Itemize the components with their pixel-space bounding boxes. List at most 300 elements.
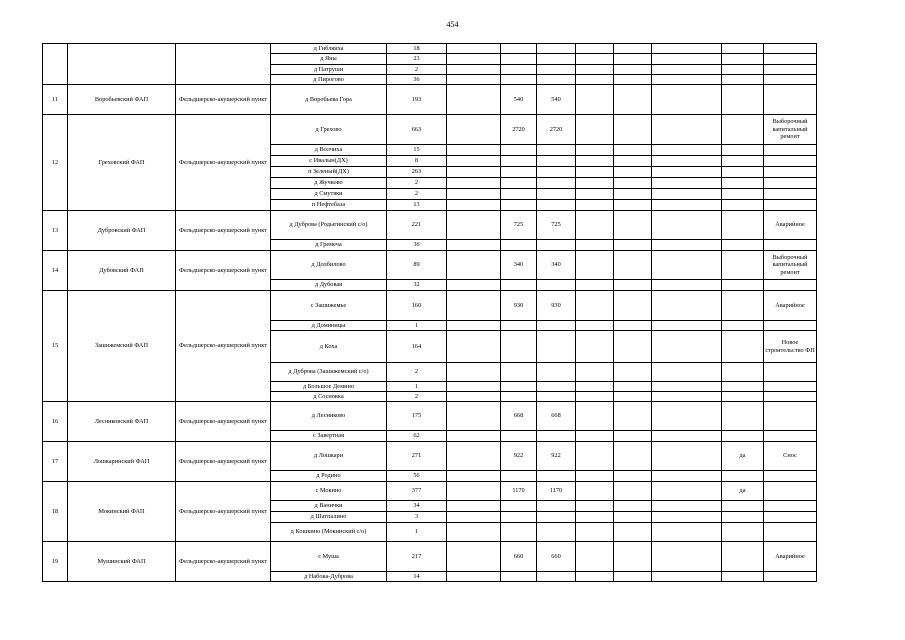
empty-cell bbox=[447, 572, 501, 582]
empty-cell bbox=[652, 65, 722, 75]
row-number: 14 bbox=[43, 251, 68, 291]
table-row bbox=[43, 291, 819, 321]
empty-cell bbox=[576, 331, 614, 363]
flag-cell: да bbox=[722, 442, 764, 471]
flag-cell bbox=[722, 512, 764, 523]
value-cell: 660 bbox=[501, 542, 537, 572]
value-cell: 668 bbox=[501, 402, 537, 431]
flag-cell bbox=[722, 471, 764, 482]
row-number: 15 bbox=[43, 291, 68, 402]
population: 56 bbox=[387, 471, 447, 482]
empty-cell bbox=[447, 200, 501, 211]
population: 89 bbox=[387, 251, 447, 280]
empty-cell bbox=[614, 178, 652, 189]
value-cell bbox=[537, 240, 576, 251]
row-number: 18 bbox=[43, 482, 68, 542]
value-cell bbox=[537, 471, 576, 482]
value-cell: 930 bbox=[501, 291, 537, 321]
facility-type: Фельдшерско-акушерский пункт bbox=[176, 402, 271, 442]
settlement-name: д Лесниково bbox=[271, 402, 387, 431]
facility-name: Дубовский ФАП bbox=[68, 251, 176, 291]
population: 62 bbox=[387, 431, 447, 442]
empty-cell bbox=[652, 501, 722, 512]
value-cell bbox=[501, 240, 537, 251]
population: 1 bbox=[387, 523, 447, 542]
empty-cell bbox=[652, 442, 722, 471]
value-cell bbox=[501, 523, 537, 542]
settlement-name: д Доминицы bbox=[271, 321, 387, 331]
table-body bbox=[43, 44, 819, 582]
empty-cell bbox=[576, 75, 614, 85]
empty-cell bbox=[652, 156, 722, 167]
settlement-name: д Кошкино (Мокинский с/о) bbox=[271, 523, 387, 542]
empty-cell bbox=[614, 291, 652, 321]
population: 15 bbox=[387, 145, 447, 156]
flag-cell bbox=[722, 200, 764, 211]
note-cell bbox=[764, 167, 817, 178]
flag-cell bbox=[722, 291, 764, 321]
flag-cell bbox=[722, 431, 764, 442]
empty-cell bbox=[614, 512, 652, 523]
facility-type: Фельдшерско-акушерский пункт bbox=[176, 211, 271, 251]
empty-cell bbox=[652, 471, 722, 482]
empty-cell bbox=[447, 523, 501, 542]
empty-cell bbox=[576, 471, 614, 482]
empty-cell bbox=[447, 363, 501, 382]
flag-cell bbox=[722, 178, 764, 189]
value-cell bbox=[537, 156, 576, 167]
value-cell bbox=[537, 501, 576, 512]
empty-cell bbox=[447, 512, 501, 523]
empty-cell bbox=[447, 65, 501, 75]
empty-cell bbox=[614, 431, 652, 442]
empty-cell bbox=[652, 431, 722, 442]
table-row bbox=[43, 85, 819, 115]
empty-cell bbox=[614, 363, 652, 382]
value-cell: 2720 bbox=[537, 115, 576, 145]
value-cell bbox=[537, 75, 576, 85]
facility-name: Зашижемский ФАП bbox=[68, 291, 176, 402]
note-cell bbox=[764, 178, 817, 189]
empty-cell bbox=[576, 44, 614, 54]
flag-cell bbox=[722, 572, 764, 582]
settlement-name: д Дуброва (Зашижемский с/о) bbox=[271, 363, 387, 382]
value-cell: 2720 bbox=[501, 115, 537, 145]
empty-cell bbox=[447, 145, 501, 156]
value-cell bbox=[501, 280, 537, 291]
population: 221 bbox=[387, 211, 447, 240]
empty-cell bbox=[447, 471, 501, 482]
flag-cell bbox=[722, 211, 764, 240]
population: 1 bbox=[387, 321, 447, 331]
empty-cell bbox=[447, 431, 501, 442]
flag-cell bbox=[722, 402, 764, 431]
population: 271 bbox=[387, 442, 447, 471]
flag-cell: да bbox=[722, 482, 764, 501]
facility-type: Фельдшерско-акушерский пункт bbox=[176, 115, 271, 211]
facility-name: Воробьевский ФАП bbox=[68, 85, 176, 115]
settlement-name: д Грехово bbox=[271, 115, 387, 145]
value-cell bbox=[501, 331, 537, 363]
value-cell bbox=[501, 145, 537, 156]
flag-cell bbox=[722, 145, 764, 156]
empty-cell bbox=[447, 167, 501, 178]
empty-cell bbox=[614, 85, 652, 115]
empty-cell bbox=[576, 512, 614, 523]
settlement-name: д Смутяки bbox=[271, 189, 387, 200]
table-row bbox=[43, 542, 819, 572]
empty-cell bbox=[447, 482, 501, 501]
empty-cell bbox=[614, 115, 652, 145]
flag-cell bbox=[722, 331, 764, 363]
note-cell bbox=[764, 402, 817, 431]
value-cell bbox=[537, 331, 576, 363]
empty-cell bbox=[576, 251, 614, 280]
empty-cell bbox=[576, 482, 614, 501]
empty-cell bbox=[652, 482, 722, 501]
settlement-name: с Мокино bbox=[271, 482, 387, 501]
facility-name: Лесниковский ФАП bbox=[68, 402, 176, 442]
value-cell bbox=[501, 65, 537, 75]
empty-cell bbox=[652, 54, 722, 65]
empty-cell bbox=[447, 75, 501, 85]
flag-cell bbox=[722, 156, 764, 167]
empty-cell bbox=[576, 442, 614, 471]
empty-cell bbox=[576, 402, 614, 431]
empty-cell bbox=[614, 382, 652, 392]
note-cell: Выборочный капитальный ремонт bbox=[764, 251, 817, 280]
population: 175 bbox=[387, 402, 447, 431]
note-cell bbox=[764, 512, 817, 523]
facility-name: Мокинский ФАП bbox=[68, 482, 176, 542]
empty-cell bbox=[652, 240, 722, 251]
value-cell bbox=[501, 501, 537, 512]
value-cell bbox=[501, 75, 537, 85]
value-cell bbox=[537, 65, 576, 75]
value-cell: 922 bbox=[537, 442, 576, 471]
flag-cell bbox=[722, 115, 764, 145]
empty-cell bbox=[614, 211, 652, 240]
value-cell: 922 bbox=[501, 442, 537, 471]
empty-cell bbox=[576, 392, 614, 402]
empty-cell bbox=[614, 501, 652, 512]
table-row bbox=[43, 251, 819, 280]
flag-cell bbox=[722, 392, 764, 402]
empty-cell bbox=[447, 240, 501, 251]
value-cell: 725 bbox=[537, 211, 576, 240]
settlement-name: д Сосновка bbox=[271, 392, 387, 402]
empty-cell bbox=[614, 251, 652, 280]
settlement-name: д Жучково bbox=[271, 178, 387, 189]
empty-cell bbox=[576, 211, 614, 240]
empty-cell bbox=[447, 189, 501, 200]
note-cell: Аварийное bbox=[764, 291, 817, 321]
empty-cell bbox=[447, 442, 501, 471]
empty-cell bbox=[576, 189, 614, 200]
value-cell bbox=[501, 321, 537, 331]
facility-type: Фельдшерско-акушерский пункт bbox=[176, 251, 271, 291]
empty-cell bbox=[447, 291, 501, 321]
empty-cell bbox=[576, 156, 614, 167]
facility-name: Дубровский ФАП bbox=[68, 211, 176, 251]
note-cell bbox=[764, 189, 817, 200]
settlement-name: д Гибляиха bbox=[271, 44, 387, 54]
flag-cell bbox=[722, 189, 764, 200]
note-cell: Аварийное bbox=[764, 542, 817, 572]
settlement-name: д Коха bbox=[271, 331, 387, 363]
empty-cell bbox=[652, 523, 722, 542]
note-cell: Снос bbox=[764, 442, 817, 471]
table-row bbox=[43, 211, 819, 240]
flag-cell bbox=[722, 54, 764, 65]
note-cell: Новое строительство ФП bbox=[764, 331, 817, 363]
empty-cell bbox=[614, 572, 652, 582]
empty-cell bbox=[576, 280, 614, 291]
empty-cell bbox=[614, 471, 652, 482]
value-cell bbox=[537, 44, 576, 54]
value-cell bbox=[537, 431, 576, 442]
flag-cell bbox=[722, 382, 764, 392]
empty-cell bbox=[614, 75, 652, 85]
empty-cell bbox=[652, 382, 722, 392]
population: 217 bbox=[387, 542, 447, 572]
facility-type: Фельдшерско-акушерский пункт bbox=[176, 442, 271, 482]
settlement-name: с Муша bbox=[271, 542, 387, 572]
settlement-name: д Родино bbox=[271, 471, 387, 482]
empty-cell bbox=[652, 291, 722, 321]
note-cell bbox=[764, 431, 817, 442]
empty-cell bbox=[652, 392, 722, 402]
value-cell: 1170 bbox=[537, 482, 576, 501]
empty-cell bbox=[614, 44, 652, 54]
flag-cell bbox=[722, 65, 764, 75]
table-row bbox=[43, 115, 819, 145]
empty-cell bbox=[652, 331, 722, 363]
value-cell: 340 bbox=[537, 251, 576, 280]
empty-cell bbox=[652, 572, 722, 582]
value-cell bbox=[537, 280, 576, 291]
empty-cell bbox=[447, 251, 501, 280]
empty-cell bbox=[447, 402, 501, 431]
flag-cell bbox=[722, 523, 764, 542]
value-cell bbox=[501, 44, 537, 54]
facility-type: Фельдшерско-акушерский пункт bbox=[176, 542, 271, 582]
population: 663 bbox=[387, 115, 447, 145]
value-cell bbox=[501, 363, 537, 382]
population: 160 bbox=[387, 291, 447, 321]
settlement-name: д Яны bbox=[271, 54, 387, 65]
settlement-name: д Дуброва (Родыгинский с/о) bbox=[271, 211, 387, 240]
empty-cell bbox=[652, 251, 722, 280]
empty-cell bbox=[652, 200, 722, 211]
empty-cell bbox=[652, 211, 722, 240]
row-number: 11 bbox=[43, 85, 68, 115]
settlement-name: д Пирогово bbox=[271, 75, 387, 85]
flag-cell bbox=[722, 542, 764, 572]
note-cell bbox=[764, 156, 817, 167]
flag-cell bbox=[722, 75, 764, 85]
population: 32 bbox=[387, 280, 447, 291]
facility-name bbox=[68, 44, 176, 85]
empty-cell bbox=[447, 382, 501, 392]
value-cell: 340 bbox=[501, 251, 537, 280]
population: 3 bbox=[387, 512, 447, 523]
population: 2 bbox=[387, 189, 447, 200]
flag-cell bbox=[722, 501, 764, 512]
population: 14 bbox=[387, 572, 447, 582]
empty-cell bbox=[614, 482, 652, 501]
empty-cell bbox=[614, 200, 652, 211]
flag-cell bbox=[722, 85, 764, 115]
empty-cell bbox=[652, 115, 722, 145]
empty-cell bbox=[576, 167, 614, 178]
population: 23 bbox=[387, 54, 447, 65]
empty-cell bbox=[614, 442, 652, 471]
note-cell: Выборочный капитальный ремонт bbox=[764, 115, 817, 145]
empty-cell bbox=[652, 167, 722, 178]
empty-cell bbox=[447, 115, 501, 145]
flag-cell bbox=[722, 44, 764, 54]
settlement-name: д Волчиха bbox=[271, 145, 387, 156]
flag-cell bbox=[722, 240, 764, 251]
note-cell bbox=[764, 85, 817, 115]
settlement-name: д Дубовая bbox=[271, 280, 387, 291]
empty-cell bbox=[576, 115, 614, 145]
note-cell bbox=[764, 145, 817, 156]
empty-cell bbox=[576, 85, 614, 115]
settlement-name: д Долбилово bbox=[271, 251, 387, 280]
table-row bbox=[43, 402, 819, 431]
population: 2 bbox=[387, 65, 447, 75]
value-cell bbox=[501, 200, 537, 211]
facility-type: Фельдшерско-акушерский пункт bbox=[176, 482, 271, 542]
settlement-name: д Гремеча bbox=[271, 240, 387, 251]
note-cell bbox=[764, 75, 817, 85]
note-cell: Аварийное bbox=[764, 211, 817, 240]
note-cell bbox=[764, 200, 817, 211]
empty-cell bbox=[576, 54, 614, 65]
value-cell bbox=[537, 167, 576, 178]
value-cell bbox=[537, 392, 576, 402]
note-cell bbox=[764, 240, 817, 251]
population: 8 bbox=[387, 156, 447, 167]
population: 193 bbox=[387, 85, 447, 115]
empty-cell bbox=[576, 145, 614, 156]
flag-cell bbox=[722, 251, 764, 280]
value-cell bbox=[537, 512, 576, 523]
empty-cell bbox=[652, 402, 722, 431]
empty-cell bbox=[652, 178, 722, 189]
empty-cell bbox=[576, 523, 614, 542]
empty-cell bbox=[447, 85, 501, 115]
value-cell bbox=[501, 178, 537, 189]
empty-cell bbox=[447, 44, 501, 54]
value-cell bbox=[501, 431, 537, 442]
empty-cell bbox=[576, 572, 614, 582]
empty-cell bbox=[576, 240, 614, 251]
note-cell bbox=[764, 392, 817, 402]
row-number: 16 bbox=[43, 402, 68, 442]
note-cell bbox=[764, 471, 817, 482]
empty-cell bbox=[614, 280, 652, 291]
population: 34 bbox=[387, 501, 447, 512]
empty-cell bbox=[576, 382, 614, 392]
table-row bbox=[43, 442, 819, 471]
facility-name: Мушинский ФАП bbox=[68, 542, 176, 582]
empty-cell bbox=[652, 189, 722, 200]
value-cell bbox=[537, 382, 576, 392]
settlement-name: с Ивалын(ДХ) bbox=[271, 156, 387, 167]
value-cell bbox=[537, 54, 576, 65]
value-cell bbox=[537, 321, 576, 331]
empty-cell bbox=[447, 211, 501, 240]
population: 36 bbox=[387, 75, 447, 85]
flag-cell bbox=[722, 321, 764, 331]
note-cell bbox=[764, 54, 817, 65]
empty-cell bbox=[447, 392, 501, 402]
table-row bbox=[43, 44, 819, 54]
row-number: 19 bbox=[43, 542, 68, 582]
flag-cell bbox=[722, 363, 764, 382]
empty-cell bbox=[652, 512, 722, 523]
value-cell: 1170 bbox=[501, 482, 537, 501]
value-cell bbox=[501, 167, 537, 178]
population: 2 bbox=[387, 178, 447, 189]
population: 2 bbox=[387, 363, 447, 382]
empty-cell bbox=[447, 156, 501, 167]
row-number bbox=[43, 44, 68, 85]
empty-cell bbox=[576, 321, 614, 331]
population: 377 bbox=[387, 482, 447, 501]
facilities-table bbox=[42, 43, 819, 582]
empty-cell bbox=[447, 280, 501, 291]
empty-cell bbox=[614, 54, 652, 65]
empty-cell bbox=[614, 542, 652, 572]
value-cell bbox=[537, 178, 576, 189]
facility-type: Фельдшерско-акушерский пункт bbox=[176, 85, 271, 115]
empty-cell bbox=[652, 44, 722, 54]
value-cell: 930 bbox=[537, 291, 576, 321]
empty-cell bbox=[447, 501, 501, 512]
empty-cell bbox=[576, 178, 614, 189]
empty-cell bbox=[576, 363, 614, 382]
settlement-name: д Набока-Дуброва bbox=[271, 572, 387, 582]
value-cell bbox=[501, 189, 537, 200]
note-cell bbox=[764, 44, 817, 54]
value-cell: 540 bbox=[537, 85, 576, 115]
value-cell bbox=[501, 471, 537, 482]
empty-cell bbox=[614, 189, 652, 200]
settlement-name: д Большое Демино bbox=[271, 382, 387, 392]
value-cell: 540 bbox=[501, 85, 537, 115]
population: 13 bbox=[387, 200, 447, 211]
settlement-name: с Зашижемье bbox=[271, 291, 387, 321]
value-cell bbox=[501, 382, 537, 392]
facility-name: Греховский ФАП bbox=[68, 115, 176, 211]
facility-type bbox=[176, 44, 271, 85]
value-cell bbox=[537, 200, 576, 211]
empty-cell bbox=[576, 542, 614, 572]
value-cell bbox=[537, 363, 576, 382]
empty-cell bbox=[447, 331, 501, 363]
value-cell bbox=[537, 523, 576, 542]
note-cell bbox=[764, 65, 817, 75]
empty-cell bbox=[614, 331, 652, 363]
empty-cell bbox=[576, 65, 614, 75]
settlement-name: д Шатпалино bbox=[271, 512, 387, 523]
empty-cell bbox=[614, 392, 652, 402]
empty-cell bbox=[447, 542, 501, 572]
